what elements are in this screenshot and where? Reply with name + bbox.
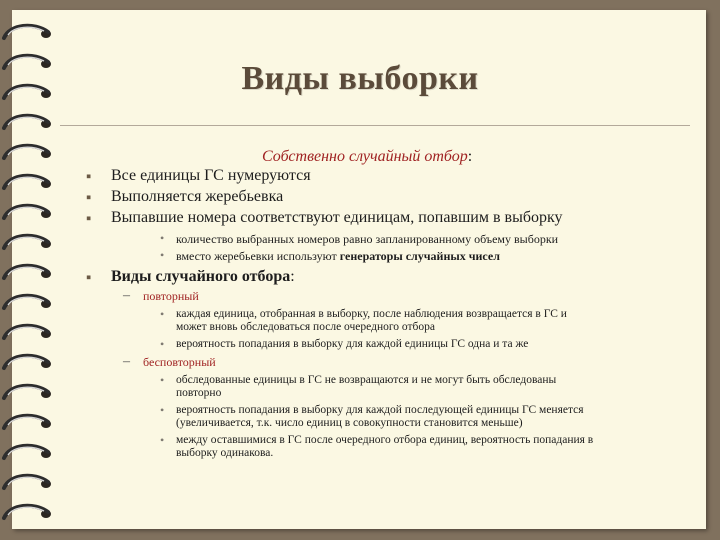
sub-item xyxy=(176,249,500,264)
sub-item-text: вместо жеребьевки используют xyxy=(176,249,340,263)
square-bullet-icon: ▪ xyxy=(86,190,92,206)
subtitle-tail: : xyxy=(467,148,473,165)
spiral-ring-icon xyxy=(4,236,51,248)
dash-icon: – xyxy=(123,354,130,369)
spiral-ring-icon xyxy=(4,26,51,38)
dot-icon: • xyxy=(160,337,165,351)
slide-title: Виды выборки xyxy=(241,60,479,97)
square-bullet-icon: ▪ xyxy=(86,169,92,185)
spiral-ring-icon xyxy=(4,176,51,188)
spiral-ring-icon xyxy=(4,146,51,158)
spiral-ring-icon xyxy=(4,356,51,368)
main-item: Все единицы ГС нумеруются xyxy=(111,167,311,184)
dot-icon: • xyxy=(160,231,165,245)
subtitle xyxy=(262,148,472,166)
dot-icon: • xyxy=(160,248,165,262)
section-heading-tail: : xyxy=(290,268,295,285)
spiral-ring-icon xyxy=(4,506,51,518)
main-item: Выполняется жеребьевка xyxy=(111,188,284,205)
spiral-ring-icon xyxy=(4,476,51,488)
norepeat-item: обследованные единицы в ГС не возвращаются и не могут быть обследованы xyxy=(176,374,557,386)
spiral-ring-icon xyxy=(4,296,51,308)
spiral-ring-icon xyxy=(4,266,51,278)
type-norepeat-label: бесповторный xyxy=(143,355,216,369)
title-divider xyxy=(60,125,690,126)
section-heading-bold: Виды случайного отбора xyxy=(111,268,291,285)
square-bullet-icon: ▪ xyxy=(86,211,92,227)
main-item: Выпавшие номера соответствуют единицам, попавшим в выборку xyxy=(111,209,563,226)
dot-icon: • xyxy=(160,373,165,387)
spiral-ring-icon xyxy=(4,326,51,338)
norepeat-item: между оставшимися в ГС после очередного отбора единиц, вероятность попадания в xyxy=(176,434,594,446)
spiral-ring-icon xyxy=(4,446,51,458)
sub-item-bold: генераторы случайных чисел xyxy=(339,249,500,263)
repeat-item: вероятность попадания в выборку для каждой единицы ГС одна и та же xyxy=(176,338,529,350)
norepeat-item-cont: повторно xyxy=(176,387,222,399)
norepeat-item-cont: (увеличивается, т.к. число единиц в совокупности становится меньше) xyxy=(176,417,523,429)
square-bullet-icon: ▪ xyxy=(86,270,92,286)
dot-icon: • xyxy=(160,433,165,447)
sub-item: количество выбранных номеров равно запланированному объему выборки xyxy=(176,232,559,246)
dash-icon: – xyxy=(123,288,130,303)
dot-icon: • xyxy=(160,403,165,417)
section-heading xyxy=(111,268,295,286)
dot-icon: • xyxy=(160,307,165,321)
norepeat-item: вероятность попадания в выборку для каждой последующей единицы ГС меняется xyxy=(176,404,584,416)
spiral-ring-icon xyxy=(4,416,51,428)
spiral-ring-icon xyxy=(4,116,51,128)
repeat-item: каждая единица, отобранная в выборку, после наблюдения возвращается в ГС и xyxy=(176,308,567,320)
spiral-ring-icon xyxy=(4,206,51,218)
repeat-item-cont: может вновь обследоваться после очередного отбора xyxy=(176,321,435,333)
type-repeat-label: повторный xyxy=(143,289,199,303)
norepeat-item-cont: выборку одинакова. xyxy=(176,447,274,459)
spiral-ring-icon xyxy=(4,386,51,398)
subtitle-emphasis: Собственно случайный отбор xyxy=(262,148,468,165)
